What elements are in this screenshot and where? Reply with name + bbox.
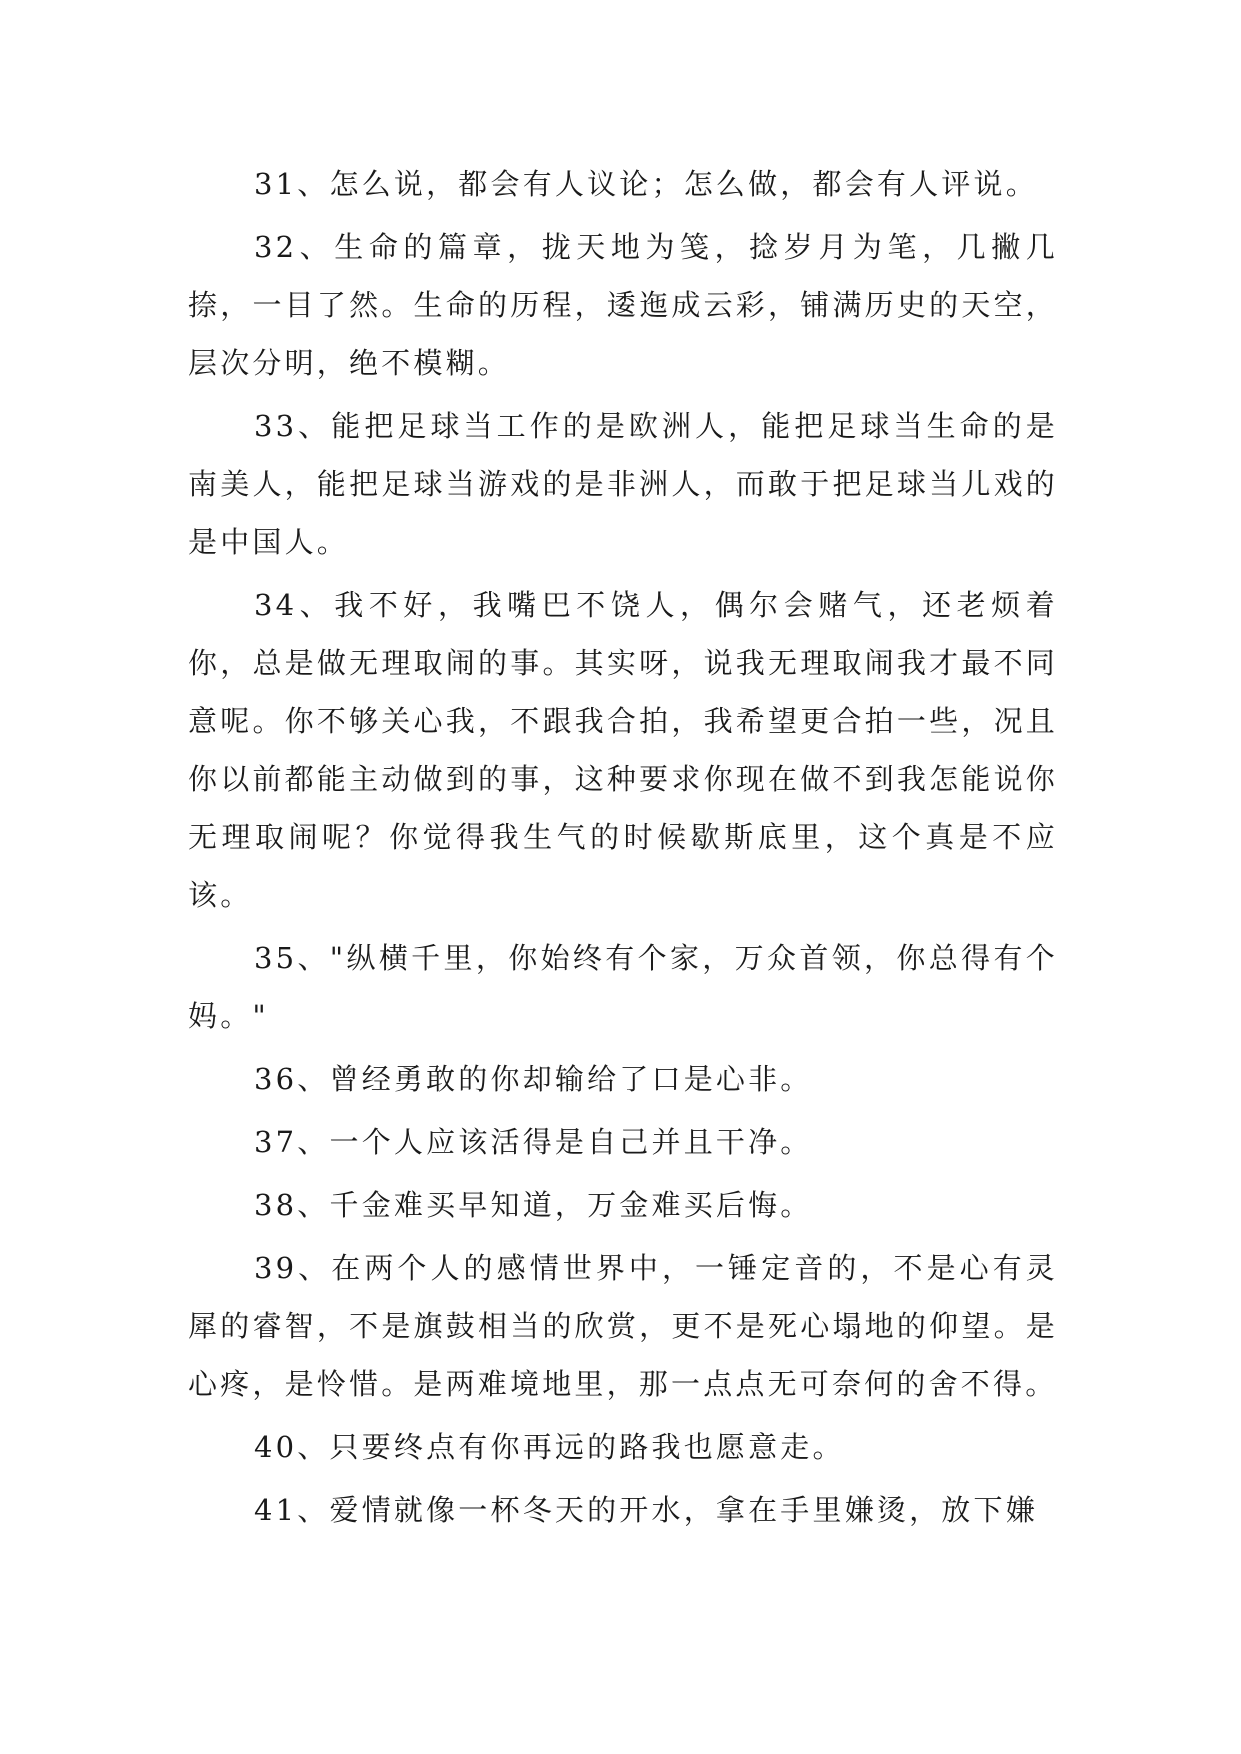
paragraph-38: 38、千金难买早知道，万金难买后悔。 (254, 1188, 813, 1222)
document-page (188, 155, 1058, 1544)
paragraph-32: 32、生命的篇章，拢天地为笺，捻岁月为笔，几撇几捺，一目了然。生命的历程，逶迤成云彩，铺满历史的天空，层次分明，绝不模糊。 (188, 230, 1058, 380)
paragraph-37: 37、一个人应该活得是自己并且干净。 (254, 1125, 813, 1159)
paragraph-35: 35、"纵横千里，你始终有个家，万众首领，你总得有个妈。" (188, 941, 1058, 1033)
paragraph-40: 40、只要终点有你再远的路我也愿意走。 (254, 1430, 845, 1464)
paragraph-41: 41、爱情就像一杯冬天的开水，拿在手里嫌烫，放下嫌 (254, 1493, 1038, 1527)
paragraph-36: 36、曾经勇敢的你却输给了口是心非。 (254, 1062, 813, 1096)
paragraph-31: 31、怎么说，都会有人议论；怎么做，都会有人评说。 (254, 167, 1038, 201)
paragraph-39: 39、在两个人的感情世界中，一锤定音的，不是心有灵犀的睿智，不是旗鼓相当的欣赏，更不是死心塌地的仰望。是心疼，是怜惜。是两难境地里，那一点点无可奈何的舍不得。 (188, 1251, 1058, 1401)
paragraph-34: 34、我不好，我嘴巴不饶人，偶尔会赌气，还老烦着你，总是做无理取闹的事。其实呀，说我无理取闹我才最不同意呢。你不够关心我，不跟我合拍，我希望更合拍一些，况且你以前都能主动做到的事，这种要求你现在做不到我怎能说你无理取闹呢？你觉得我生气的时候歇斯底里，这个真是不应该。 (188, 588, 1058, 912)
paragraph-33: 33、能把足球当工作的是欧洲人，能把足球当生命的是南美人，能把足球当游戏的是非洲人，而敢于把足球当儿戏的是中国人。 (188, 409, 1058, 559)
